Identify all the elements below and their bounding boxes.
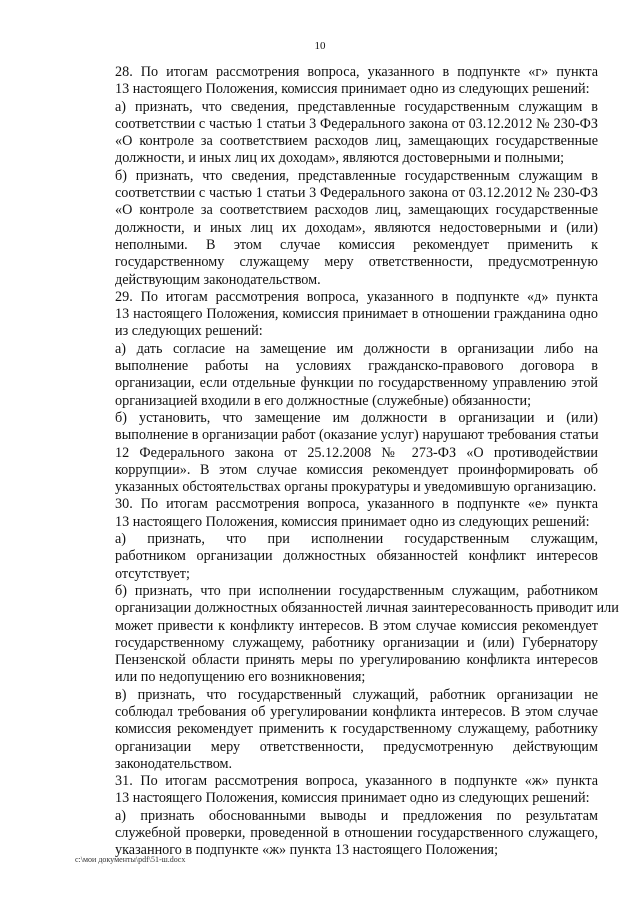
text-line: а) дать согласие на замещение им должности в организации либо на	[115, 340, 598, 357]
paragraph-30-c	[75, 687, 598, 773]
file-path-footer: c:\мои документы\pdf\51-ш.docx	[75, 855, 186, 864]
text-line: 12 Федерального закона от 25.12.2008 № 273-ФЗ «О противодействии	[115, 444, 598, 461]
text-line: из следующих решений:	[115, 323, 263, 340]
text-line: указанных обстоятельствах органы прокуратуры и уведомившую организацию.	[115, 479, 597, 496]
text-line: «О контроле за соответствием расходов лиц, замещающих государственные	[115, 202, 598, 219]
paragraph-29	[75, 289, 598, 341]
text-line: организации меру ответственности, предусмотренную действующим	[115, 738, 598, 755]
text-line: 31. По итогам рассмотрения вопроса, указанного в подпункте «ж» пункта	[115, 773, 598, 790]
text-line: 28. По итогам рассмотрения вопроса, указанного в подпункте «г» пункта	[115, 64, 598, 80]
text-line: коррупции». В этом случае комиссия рекомендует проинформировать об	[115, 461, 598, 478]
text-line: 29. По итогам рассмотрения вопроса, указанного в подпункте «д» пункта	[115, 288, 598, 305]
paragraph-31	[75, 773, 598, 808]
text-line: должности, и иных лиц их доходам», являются недостоверными и (или)	[115, 219, 598, 236]
text-line: должности, и иных лиц их доходам», являются достоверными и полными;	[115, 150, 565, 167]
paragraph-30	[75, 496, 598, 531]
paragraph-31-a	[75, 808, 598, 860]
text-line: б) признать, что при исполнении государственным служащим, работником	[115, 582, 598, 599]
text-line: а) признать обоснованными выводы и предложения по результатам	[115, 807, 598, 824]
text-line: Пензенской области принять меры по урегулированию конфликта интересов	[115, 652, 598, 669]
text-line: указанного в подпункте «ж» пункта 13 настоящего Положения;	[115, 842, 499, 859]
text-line: выполнение работы на условиях гражданско-правового договора в	[115, 358, 598, 375]
text-line: 30. По итогам рассмотрения вопроса, указанного в подпункте «е» пункта	[115, 496, 598, 513]
text-line: выполнение в организации работ (оказание услуг) нарушают требования статьи	[115, 427, 599, 444]
text-line: а) признать, что при исполнении государственным служащим,	[115, 531, 598, 548]
text-line: может привести к конфликту интересов. В этом случае комиссия рекомендует	[115, 617, 598, 634]
paragraph-28-a	[75, 99, 598, 168]
page-number: 10	[314, 40, 326, 52]
text-line: 13 настоящего Положения, комиссия принимает одно из следующих решений:	[115, 81, 590, 98]
text-line: соответствии с частью 1 статьи 3 Федерального закона от 03.12.2012 № 230-ФЗ	[115, 185, 598, 202]
document-body	[75, 64, 619, 860]
paragraph-29-a	[75, 341, 598, 410]
paragraph-30-a	[75, 531, 598, 583]
text-line: комиссия рекомендует применить к государственному служащему, работнику	[115, 721, 598, 738]
text-line: «О контроле за соответствием расходов лиц, замещающих государственные	[115, 133, 598, 150]
text-line: государственному служащему, работнику организации и (или) Губернатору	[115, 634, 598, 651]
text-line: 13 настоящего Положения, комиссия принимает одно из следующих решений:	[115, 790, 590, 807]
text-line: соответствии с частью 1 статьи 3 Федерального закона от 03.12.2012 № 230-ФЗ	[115, 115, 598, 132]
text-line: 13 настоящего Положения, комиссия принимает одно из следующих решений:	[115, 513, 590, 530]
text-line: работником организации должностных обязанностей конфликт интересов	[115, 548, 598, 565]
text-line: 13 настоящего Положения, комиссия принимает в отношении гражданина одно	[115, 306, 598, 323]
text-line: или по недопущению его возникновения;	[115, 669, 366, 686]
text-line: отсутствует;	[115, 565, 190, 582]
text-line: неполными. В этом случае комиссия рекомендует применить к	[115, 236, 598, 253]
text-line: организации, если отдельные функции по государственному управлению этой	[115, 375, 598, 392]
text-line: а) признать, что сведения, представленные государственным служащим в	[115, 98, 598, 115]
paragraph-28	[75, 64, 598, 99]
text-line: организацией входили в его должностные (служебные) обязанности;	[115, 392, 532, 409]
text-line: государственному служащему меру ответственности, предусмотренную	[115, 254, 598, 271]
text-line: б) установить, что замещение им должности в организации и (или)	[115, 409, 598, 426]
paragraph-30-b	[75, 582, 619, 687]
text-line: в) признать, что государственный служащий, работник организации не	[115, 686, 598, 703]
text-line: б) признать, что сведения, представленные государственным служащим в	[115, 167, 598, 184]
text-line: соблюдал требования об урегулировании конфликта интересов. В этом случае	[115, 703, 598, 720]
text-line: действующим законодательством.	[115, 271, 321, 288]
text-line: законодательством.	[115, 755, 233, 772]
text-line: служебной проверки, проведенной в отношении государственного служащего,	[115, 825, 598, 842]
paragraph-28-b	[75, 168, 598, 289]
text-line: организации должностных обязанностей личная заинтересованность приводит или	[115, 600, 619, 617]
paragraph-29-b	[75, 410, 598, 496]
